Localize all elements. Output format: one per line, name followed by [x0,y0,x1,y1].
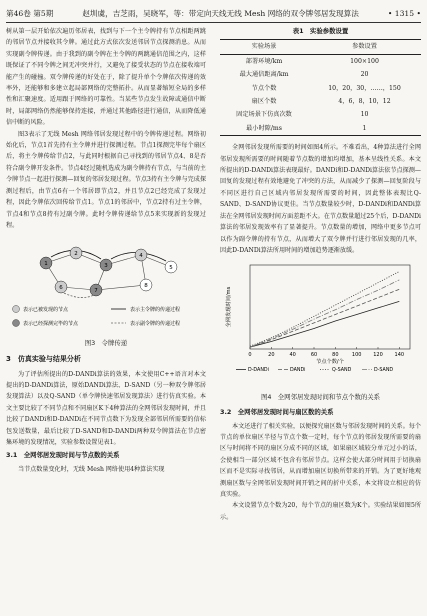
table-cell: 10，20，30，……，150 [328,84,401,92]
table-cell: 20 [360,71,369,79]
page-number: • 1315 • [387,8,421,18]
edge [96,285,146,290]
figure-4 [220,259,421,403]
running-header [6,4,421,23]
body-paragraph: 全网邻居发现所需要的时间如图4所示。不难看出，4种算法进行全网邻居发现所需要的时间随着节点数的增加均增加，基本呈线性关系。本文所提出的D-DANDi算法表现最好。DANDi和D-DANDi算法依节点探测—回复的发现过程有效地避免了冲突的方法，从而减少了探测—回复阶段与不同区进行自己区域内邻居发现所需要的时间，因此整体表现比Q-SAND、D-SAND协议更佳。当节点数量较少时，D-DANDi和DANDi算法在全网邻居发现时间方面差距不大。在节点数量超过25个后，D-DANDi算法的邻居发现效率有了显著提升。节点数量的增加，网络中更多节点可以作为副令牌的持有节点，从而增大了双令牌并行进行邻居发现的几率，因此D-DANDi算法所用时间的增加趋势逐渐放缓。 [220,144,421,254]
figure-4-caption: 图4 全网邻居发现时间和节点个数的关系 [260,392,381,401]
figure-legend [13,306,181,328]
x-tick-label: 20 [268,352,275,359]
x-tick-label: 100 [351,352,362,359]
table-row [220,108,421,121]
legend-swatch-probed [13,320,20,327]
token-diagram [6,235,206,333]
section-3-heading: 3 仿真实验与结果分析 [6,355,81,364]
body-paragraph: 当节点数量变化时，无线 Mesh 网络使用4种算法实现 [18,465,165,473]
node-label: 3 [104,263,108,270]
series-line [250,302,399,348]
x-tick-label: 80 [332,352,339,359]
legend-label: DANDi [290,368,306,374]
x-tick-label: 40 [289,352,296,359]
table-header-row [220,40,421,54]
node-label: 1 [44,261,48,268]
volume-issue: 第46卷 第5期 [6,8,54,18]
node-label: 2 [74,251,78,258]
table-header: 参数设置 [352,43,377,51]
x-tick-label: 60 [310,352,318,359]
x-tick-label: 140 [394,352,405,359]
table-cell: 节点个数 [251,84,277,92]
discovery-time-chart [220,259,421,387]
section-3-1-heading: 3.1 全网邻居发现时间与节点数的关系 [6,451,120,460]
table-cell: 扇区个数 [251,98,277,106]
table-row [220,95,421,108]
table-row [220,68,421,81]
table-cell: 10 [360,111,369,119]
series-line [250,290,399,348]
sub-token-arrow [64,293,94,298]
legend-label: 表示主令牌的传递过程 [130,307,181,314]
node-label: 6 [59,285,63,292]
legend-label: 表示已被发现的节点 [23,307,69,314]
series-line [250,272,399,347]
legend-swatch-discovered [13,306,20,313]
x-tick-label: 120 [373,352,383,359]
x-tick-label: 0 [248,352,252,359]
table-header: 实验场景 [251,43,277,51]
figure-3 [6,235,206,349]
node-label: 4 [139,253,143,260]
body-paragraph: 图3表示了无线 Mesh 网络邻居发现过程中的令牌传递过程。网络初始化后，节点1首先持有主令牌并进行探测过程。节点1探测完毕每个扇区后，将主令牌传给节点2，与此同时根据自己寻找到的邻居节点4、8是否符合副令牌开发条件。节点4经过随机选成为副令牌持有节点，与当前的主令牌节点一起进行探测—回复的邻居发现过程。节点3持有主令牌与完成探测过程后，由节点6有一个邻居即节点2，并且节点2已经完成了发现过程，因此令牌依次回传给节点1。节点1的邻居中，节点2持有过主令牌，节点4和节点8持有过副令牌。此时令牌传递给节点5来实现新的发现过程。 [6,130,206,229]
legend-label: D-DANDi [248,368,269,374]
table-row [220,82,421,95]
series-line [250,280,399,347]
table-cell: 最大通信距离/km [239,71,289,79]
table-cell: 最小时隙/ms [246,124,282,132]
right-column [220,26,421,523]
x-axis-label: 节点个数/个 [316,359,344,366]
node-label: 5 [169,265,173,272]
legend-label: 表示副令牌的传递过程 [130,321,181,328]
body-paragraph: 为了评估所提出的D-DANDi算法的效果，本文使用C++语言对本文提出的D-DANDi算法，原始DANDi算法、D-SAND（另一种双令牌邻居发现算法）以及Q-SAND（单令牌快速邻居发现算法）进行仿真实验。本文主要比较了不同节点和不同扇区K下4种算法的全网邻居发现时间，并且比较了DANDi和D-DANDi在不同节点数下为发现全部邻居所需要的信标包发送数量，最后比较了D-SAND和D-DANDi两种双令牌算法在节点密集环境的发现情况，实验参数设置见表1。 [6,370,206,446]
table-1-title: 表1 实验参数设置 [292,27,349,35]
authors-title: 赵圳虞，吉芝雨，吴晓军，等：带定向天线无线 Mesh 网络的双令牌邻居发现算法 [82,8,359,18]
section-3-2-heading: 3.2 全网邻居发现时间与扇区数的关系 [220,408,334,417]
table-cell: 固定场景下仿真次数 [236,111,292,119]
figure-3-caption: 图3 令牌传递 [84,338,128,347]
node-label: 8 [144,283,148,290]
legend-label: 表示已经探测完毕的节点 [23,321,79,328]
y-axis-label: 全网发现时间/ms [226,286,232,328]
table-cell: 1 [362,124,367,132]
table-cell: 4，6，8，10，12 [338,98,391,106]
table-cell: 部署环境/km [245,57,283,65]
parameter-table [220,39,421,136]
body-paragraph: 本文还进行了相关实验，以便探究扇区数与邻居发现时间的关系。每个节点的单位扇区半径与节点个数一定时，每个节点的邻居发现所需要的扇区与时间将不同的扇区分成不同的区域，如果扇区域较分单元过小的话，会使相当一部分区域不包含有邻居节点。这样会使大部分时间用于切换扇区而不是实际寻找邻居，从而增加扇区切换所带来的开销。为了更好地观测扇区数与全网邻居发现时间开销之间的折中关系，本文将设立相应的仿真实验。 [220,422,421,498]
legend-label: D-SAND [374,368,394,374]
table-row [220,54,421,68]
table-cell: 100×100 [350,57,379,65]
table-row [220,122,421,136]
legend-label: Q-SAND [332,368,352,374]
node-label: 7 [94,288,98,295]
body-paragraph: 本文设置节点个数为20，每个节点的扇区数为K个。实验结果如图5所示。 [220,502,421,521]
body-paragraph: 树从第一层开始依次遍历邻居表，找到与下一个主令牌持有节点相距两跳的邻居节点并接收其令牌。通过此方式依次发送邻居节点探测消息。从而实现副令牌传递。由于我到的副令牌在主令牌的两跳通信范围之内，这样既保证了不同令牌之间无冲突并行，又避免了接受状态的节点在接收端可能产生的碰撞。双令牌传递的好处在于，除了提升单个令牌依次传递的效率外，还能够和多建立起局部网络的完整拓扑。从而显著缩短全局的多样性和汇聚速度。适用跟于网络的可靠性。当某些节点发生故障或通信中断时，局部网络仍然能够保持连接，并通过其他路径进行通信，从而降低通信中断的风险。 [6,28,206,127]
left-column [6,26,206,475]
